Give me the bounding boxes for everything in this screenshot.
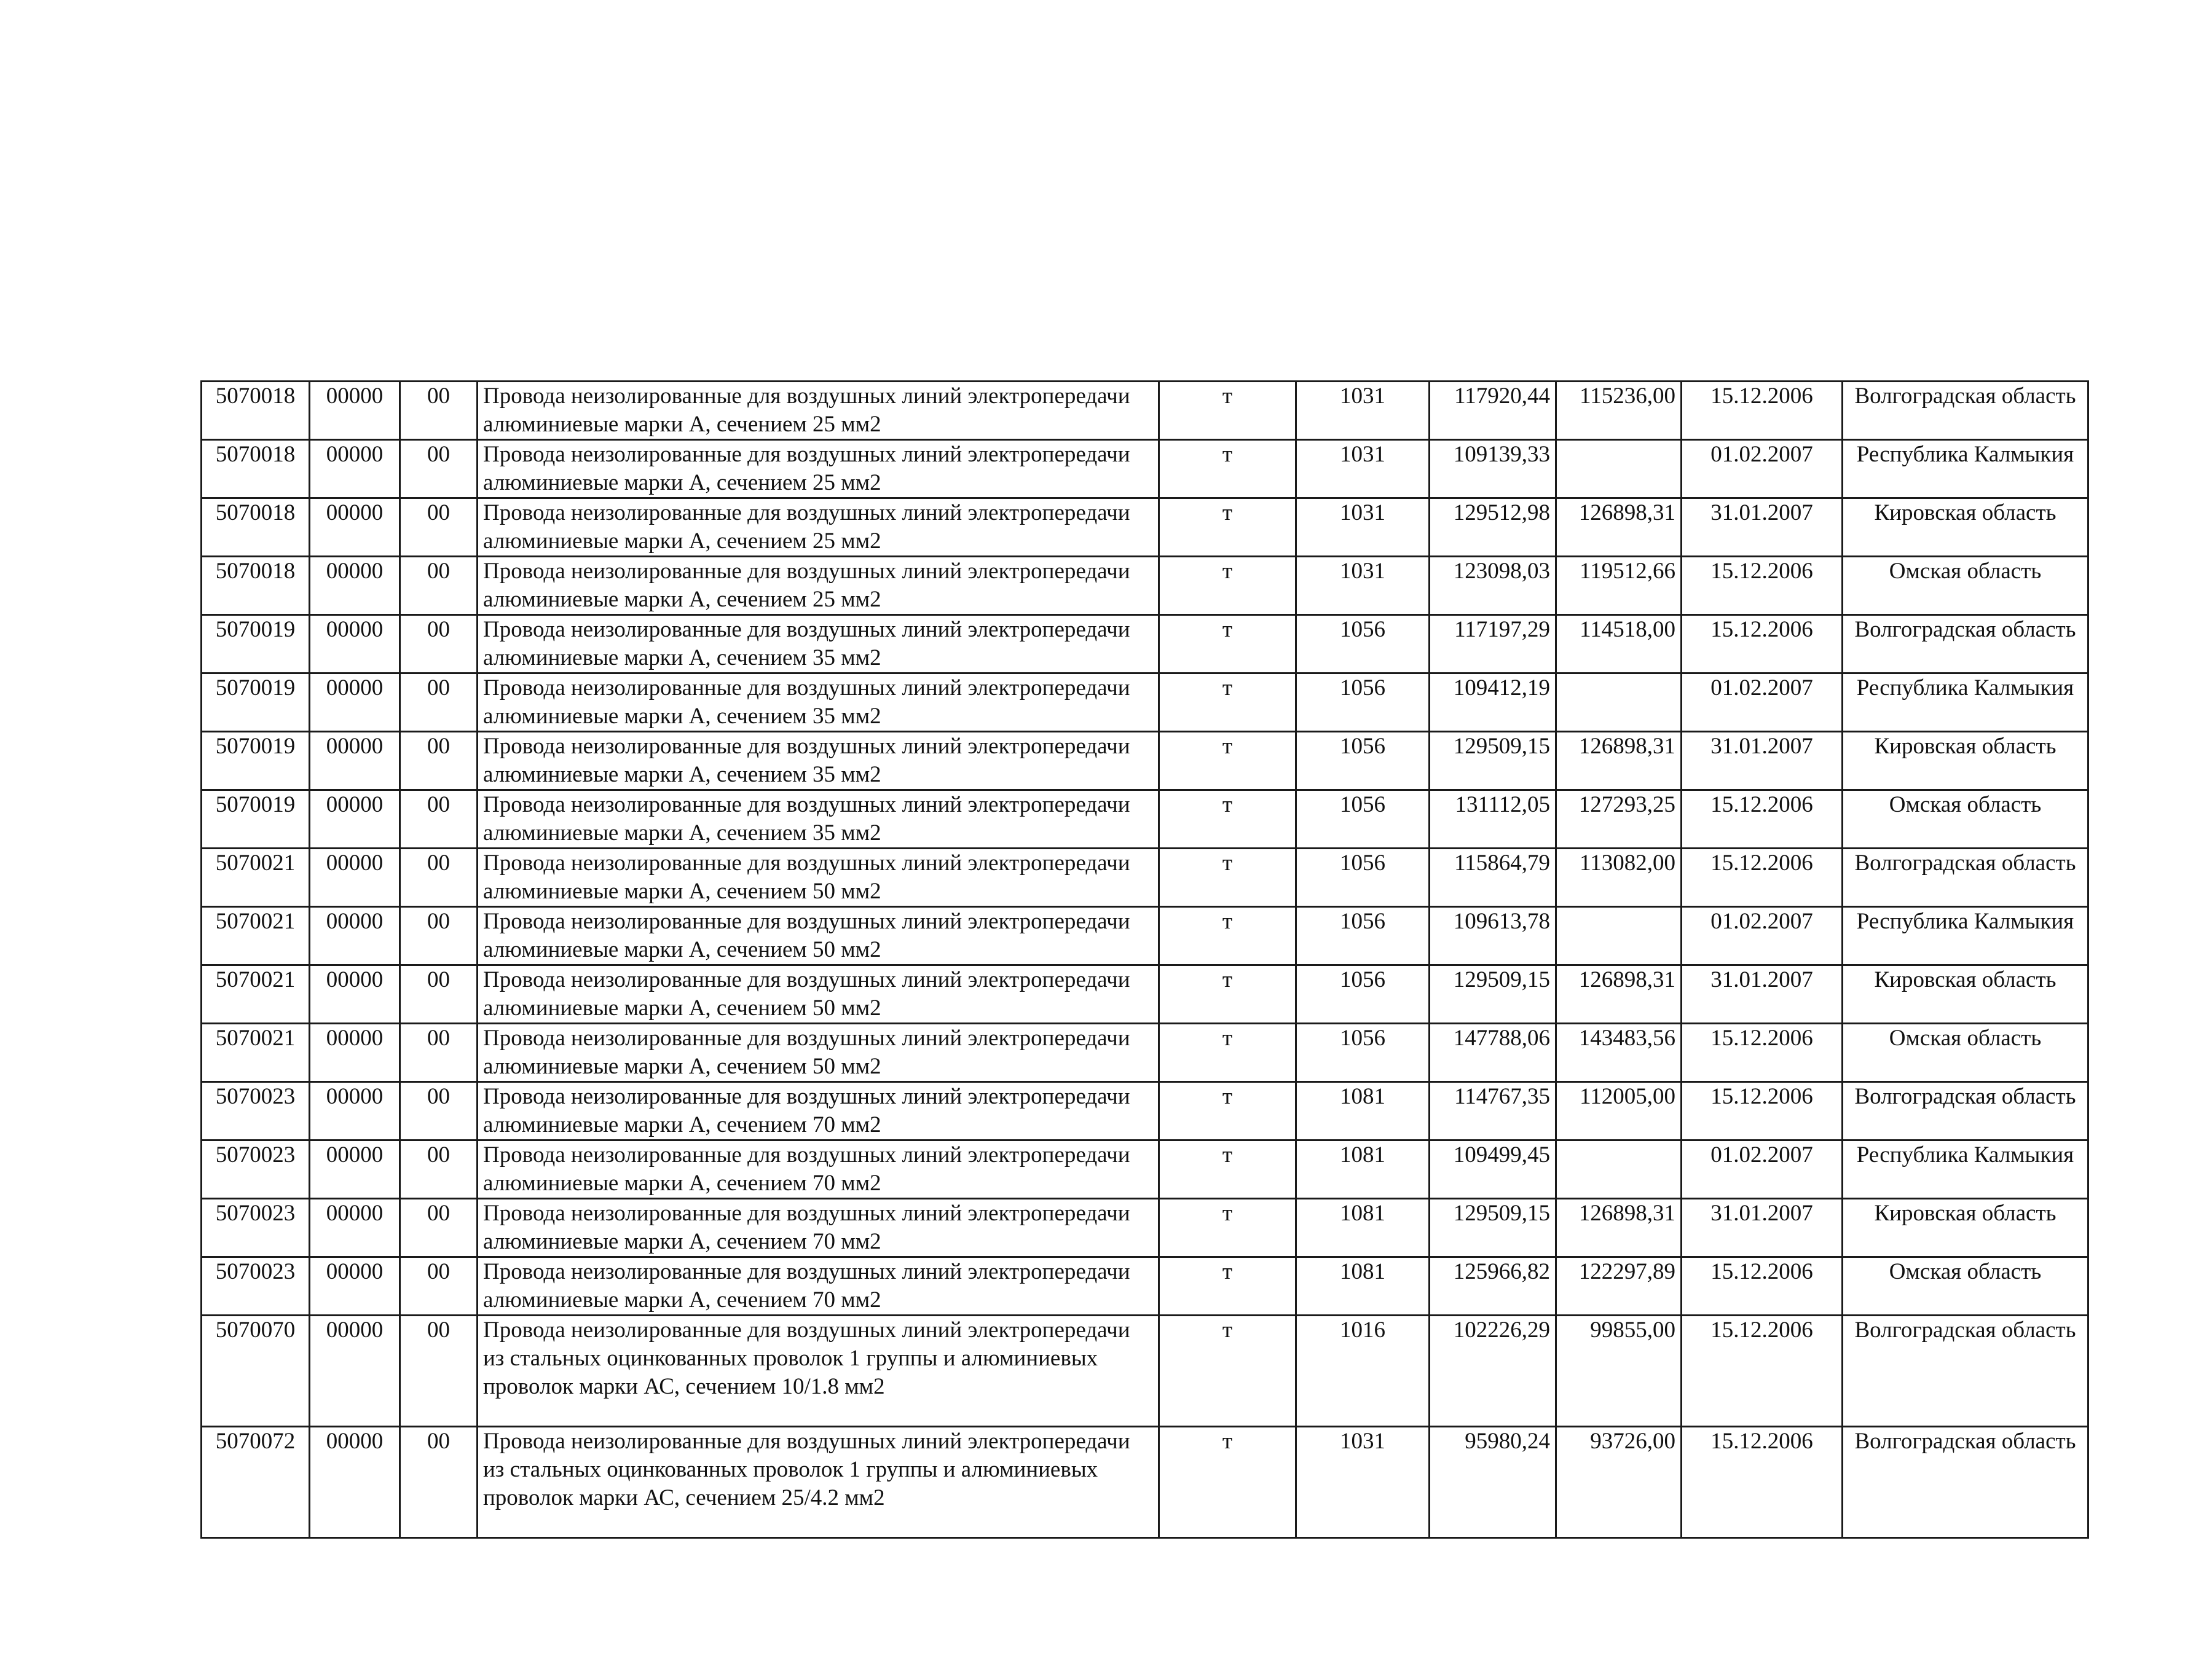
unit-cell: т: [1159, 1316, 1296, 1427]
region-cell: Омская область: [1843, 1024, 2088, 1082]
code-number-cell: 1031: [1296, 440, 1430, 498]
subcode-cell: 00000: [310, 440, 400, 498]
unit-cell: т: [1159, 382, 1296, 440]
table-row: [202, 557, 2088, 615]
description-cell: Провода неизолированные для воздушных линий электропередачи алюминиевые марки А, сечением 70 мм2: [478, 1140, 1159, 1199]
price-cell: 109412,19: [1430, 673, 1556, 732]
price-table: [200, 380, 2089, 1539]
unit-cell: т: [1159, 965, 1296, 1024]
price-cell: 117920,44: [1430, 382, 1556, 440]
description-cell: Провода неизолированные для воздушных линий электропередачи алюминиевые марки А, сечением 35 мм2: [478, 673, 1159, 732]
table-row: [202, 1427, 2088, 1538]
index-cell: 00: [400, 732, 478, 790]
price-secondary-cell: [1556, 907, 1682, 965]
description-cell: Провода неизолированные для воздушных линий электропередачи алюминиевые марки А, сечением 50 мм2: [478, 849, 1159, 907]
date-cell: 31.01.2007: [1682, 498, 1843, 557]
price-secondary-cell: [1556, 1140, 1682, 1199]
price-secondary-cell: [1556, 440, 1682, 498]
product-code-cell: 5070018: [202, 557, 310, 615]
price-cell: 109499,45: [1430, 1140, 1556, 1199]
price-cell: 129509,15: [1430, 732, 1556, 790]
index-cell: 00: [400, 615, 478, 673]
date-cell: 15.12.2006: [1682, 615, 1843, 673]
table-row: [202, 1082, 2088, 1140]
code-number-cell: 1056: [1296, 849, 1430, 907]
price-cell: 117197,29: [1430, 615, 1556, 673]
description-cell: Провода неизолированные для воздушных линий электропередачи алюминиевые марки А, сечением 25 мм2: [478, 557, 1159, 615]
index-cell: 00: [400, 1199, 478, 1257]
table-row: [202, 673, 2088, 732]
product-code-cell: 5070021: [202, 849, 310, 907]
table-body: [202, 382, 2088, 1538]
code-number-cell: 1031: [1296, 382, 1430, 440]
unit-cell: т: [1159, 790, 1296, 849]
unit-cell: т: [1159, 849, 1296, 907]
unit-cell: т: [1159, 1427, 1296, 1538]
subcode-cell: 00000: [310, 673, 400, 732]
product-code-cell: 5070070: [202, 1316, 310, 1427]
index-cell: 00: [400, 498, 478, 557]
date-cell: 15.12.2006: [1682, 1024, 1843, 1082]
price-cell: 115864,79: [1430, 849, 1556, 907]
code-number-cell: 1056: [1296, 732, 1430, 790]
index-cell: 00: [400, 1024, 478, 1082]
price-secondary-cell: 126898,31: [1556, 498, 1682, 557]
price-cell: 102226,29: [1430, 1316, 1556, 1427]
unit-cell: т: [1159, 1140, 1296, 1199]
description-cell: Провода неизолированные для воздушных линий электропередачи алюминиевые марки А, сечением 25 мм2: [478, 382, 1159, 440]
product-code-cell: 5070019: [202, 790, 310, 849]
index-cell: 00: [400, 673, 478, 732]
subcode-cell: 00000: [310, 849, 400, 907]
date-cell: 15.12.2006: [1682, 557, 1843, 615]
price-cell: 129509,15: [1430, 1199, 1556, 1257]
region-cell: Волгоградская область: [1843, 382, 2088, 440]
index-cell: 00: [400, 1427, 478, 1538]
index-cell: 00: [400, 790, 478, 849]
subcode-cell: 00000: [310, 732, 400, 790]
index-cell: 00: [400, 907, 478, 965]
region-cell: Республика Калмыкия: [1843, 440, 2088, 498]
date-cell: 15.12.2006: [1682, 1316, 1843, 1427]
description-cell: Провода неизолированные для воздушных линий электропередачи алюминиевые марки А, сечением 50 мм2: [478, 907, 1159, 965]
table-row: [202, 1140, 2088, 1199]
date-cell: 31.01.2007: [1682, 1199, 1843, 1257]
subcode-cell: 00000: [310, 1316, 400, 1427]
product-code-cell: 5070023: [202, 1082, 310, 1140]
index-cell: 00: [400, 1257, 478, 1316]
price-cell: 125966,82: [1430, 1257, 1556, 1316]
description-cell: Провода неизолированные для воздушных линий электропередачи алюминиевые марки А, сечением 35 мм2: [478, 732, 1159, 790]
region-cell: Республика Калмыкия: [1843, 1140, 2088, 1199]
price-secondary-cell: 143483,56: [1556, 1024, 1682, 1082]
product-code-cell: 5070023: [202, 1257, 310, 1316]
table-row: [202, 907, 2088, 965]
price-secondary-cell: 126898,31: [1556, 965, 1682, 1024]
code-number-cell: 1081: [1296, 1257, 1430, 1316]
code-number-cell: 1031: [1296, 498, 1430, 557]
price-cell: 131112,05: [1430, 790, 1556, 849]
date-cell: 31.01.2007: [1682, 965, 1843, 1024]
date-cell: 15.12.2006: [1682, 1082, 1843, 1140]
subcode-cell: 00000: [310, 1257, 400, 1316]
table-row: [202, 1199, 2088, 1257]
table-row: [202, 1024, 2088, 1082]
product-code-cell: 5070019: [202, 732, 310, 790]
price-secondary-cell: 126898,31: [1556, 732, 1682, 790]
product-code-cell: 5070023: [202, 1199, 310, 1257]
price-secondary-cell: 99855,00: [1556, 1316, 1682, 1427]
price-cell: 123098,03: [1430, 557, 1556, 615]
region-cell: Волгоградская область: [1843, 1082, 2088, 1140]
price-secondary-cell: 112005,00: [1556, 1082, 1682, 1140]
date-cell: 15.12.2006: [1682, 382, 1843, 440]
code-number-cell: 1081: [1296, 1140, 1430, 1199]
code-number-cell: 1056: [1296, 965, 1430, 1024]
description-cell: Провода неизолированные для воздушных линий электропередачи алюминиевые марки А, сечением 70 мм2: [478, 1257, 1159, 1316]
unit-cell: т: [1159, 673, 1296, 732]
table-row: [202, 498, 2088, 557]
price-cell: 147788,06: [1430, 1024, 1556, 1082]
region-cell: Омская область: [1843, 1257, 2088, 1316]
code-number-cell: 1031: [1296, 557, 1430, 615]
index-cell: 00: [400, 382, 478, 440]
product-code-cell: 5070019: [202, 673, 310, 732]
table-row: [202, 440, 2088, 498]
date-cell: 15.12.2006: [1682, 849, 1843, 907]
date-cell: 15.12.2006: [1682, 1257, 1843, 1316]
unit-cell: т: [1159, 1082, 1296, 1140]
unit-cell: т: [1159, 1024, 1296, 1082]
description-cell: Провода неизолированные для воздушных линий электропередачи из стальных оцинкованных проволок 1 группы и алюминиевых проволок марки АС, сечением 25/4.2 мм2: [478, 1427, 1159, 1538]
date-cell: 01.02.2007: [1682, 1140, 1843, 1199]
product-code-cell: 5070018: [202, 498, 310, 557]
region-cell: Кировская область: [1843, 498, 2088, 557]
product-code-cell: 5070021: [202, 965, 310, 1024]
unit-cell: т: [1159, 615, 1296, 673]
region-cell: Республика Калмыкия: [1843, 907, 2088, 965]
description-cell: Провода неизолированные для воздушных линий электропередачи алюминиевые марки А, сечением 25 мм2: [478, 498, 1159, 557]
index-cell: 00: [400, 965, 478, 1024]
index-cell: 00: [400, 1140, 478, 1199]
subcode-cell: 00000: [310, 1082, 400, 1140]
region-cell: Волгоградская область: [1843, 1316, 2088, 1427]
table-row: [202, 1316, 2088, 1427]
index-cell: 00: [400, 557, 478, 615]
table-row: [202, 732, 2088, 790]
subcode-cell: 00000: [310, 382, 400, 440]
subcode-cell: 00000: [310, 1024, 400, 1082]
description-cell: Провода неизолированные для воздушных линий электропередачи из стальных оцинкованных проволок 1 группы и алюминиевых проволок марки АС, сечением 10/1.8 мм2: [478, 1316, 1159, 1427]
product-code-cell: 5070072: [202, 1427, 310, 1538]
subcode-cell: 00000: [310, 498, 400, 557]
price-cell: 109139,33: [1430, 440, 1556, 498]
product-code-cell: 5070021: [202, 907, 310, 965]
date-cell: 01.02.2007: [1682, 673, 1843, 732]
product-code-cell: 5070019: [202, 615, 310, 673]
description-cell: Провода неизолированные для воздушных линий электропередачи алюминиевые марки А, сечением 35 мм2: [478, 790, 1159, 849]
description-cell: Провода неизолированные для воздушных линий электропередачи алюминиевые марки А, сечением 70 мм2: [478, 1082, 1159, 1140]
price-secondary-cell: 119512,66: [1556, 557, 1682, 615]
code-number-cell: 1081: [1296, 1082, 1430, 1140]
subcode-cell: 00000: [310, 557, 400, 615]
index-cell: 00: [400, 849, 478, 907]
code-number-cell: 1081: [1296, 1199, 1430, 1257]
unit-cell: т: [1159, 1199, 1296, 1257]
description-cell: Провода неизолированные для воздушных линий электропередачи алюминиевые марки А, сечением 50 мм2: [478, 1024, 1159, 1082]
unit-cell: т: [1159, 907, 1296, 965]
price-secondary-cell: [1556, 673, 1682, 732]
region-cell: Омская область: [1843, 790, 2088, 849]
table-row: [202, 790, 2088, 849]
price-secondary-cell: 122297,89: [1556, 1257, 1682, 1316]
description-cell: Провода неизолированные для воздушных линий электропередачи алюминиевые марки А, сечением 25 мм2: [478, 440, 1159, 498]
price-cell: 129512,98: [1430, 498, 1556, 557]
price-cell: 95980,24: [1430, 1427, 1556, 1538]
table-row: [202, 849, 2088, 907]
subcode-cell: 00000: [310, 790, 400, 849]
table-row: [202, 382, 2088, 440]
code-number-cell: 1056: [1296, 907, 1430, 965]
unit-cell: т: [1159, 732, 1296, 790]
price-secondary-cell: 114518,00: [1556, 615, 1682, 673]
description-cell: Провода неизолированные для воздушных линий электропередачи алюминиевые марки А, сечением 50 мм2: [478, 965, 1159, 1024]
product-code-cell: 5070018: [202, 440, 310, 498]
product-code-cell: 5070021: [202, 1024, 310, 1082]
price-secondary-cell: 115236,00: [1556, 382, 1682, 440]
index-cell: 00: [400, 440, 478, 498]
region-cell: Волгоградская область: [1843, 1427, 2088, 1538]
unit-cell: т: [1159, 1257, 1296, 1316]
subcode-cell: 00000: [310, 1140, 400, 1199]
date-cell: 31.01.2007: [1682, 732, 1843, 790]
price-cell: 109613,78: [1430, 907, 1556, 965]
region-cell: Волгоградская область: [1843, 849, 2088, 907]
subcode-cell: 00000: [310, 1199, 400, 1257]
index-cell: 00: [400, 1316, 478, 1427]
region-cell: Кировская область: [1843, 1199, 2088, 1257]
price-secondary-cell: 127293,25: [1556, 790, 1682, 849]
region-cell: Республика Калмыкия: [1843, 673, 2088, 732]
region-cell: Волгоградская область: [1843, 615, 2088, 673]
subcode-cell: 00000: [310, 907, 400, 965]
description-cell: Провода неизолированные для воздушных линий электропередачи алюминиевые марки А, сечением 70 мм2: [478, 1199, 1159, 1257]
code-number-cell: 1056: [1296, 1024, 1430, 1082]
table-row: [202, 965, 2088, 1024]
description-cell: Провода неизолированные для воздушных линий электропередачи алюминиевые марки А, сечением 35 мм2: [478, 615, 1159, 673]
unit-cell: т: [1159, 440, 1296, 498]
date-cell: 01.02.2007: [1682, 907, 1843, 965]
date-cell: 15.12.2006: [1682, 1427, 1843, 1538]
subcode-cell: 00000: [310, 965, 400, 1024]
product-code-cell: 5070023: [202, 1140, 310, 1199]
code-number-cell: 1031: [1296, 1427, 1430, 1538]
price-secondary-cell: 126898,31: [1556, 1199, 1682, 1257]
code-number-cell: 1056: [1296, 673, 1430, 732]
code-number-cell: 1056: [1296, 790, 1430, 849]
subcode-cell: 00000: [310, 1427, 400, 1538]
price-secondary-cell: 93726,00: [1556, 1427, 1682, 1538]
region-cell: Кировская область: [1843, 965, 2088, 1024]
unit-cell: т: [1159, 498, 1296, 557]
code-number-cell: 1056: [1296, 615, 1430, 673]
code-number-cell: 1016: [1296, 1316, 1430, 1427]
region-cell: Омская область: [1843, 557, 2088, 615]
price-cell: 114767,35: [1430, 1082, 1556, 1140]
subcode-cell: 00000: [310, 615, 400, 673]
region-cell: Кировская область: [1843, 732, 2088, 790]
unit-cell: т: [1159, 557, 1296, 615]
product-code-cell: 5070018: [202, 382, 310, 440]
index-cell: 00: [400, 1082, 478, 1140]
table-row: [202, 615, 2088, 673]
table-row: [202, 1257, 2088, 1316]
price-secondary-cell: 113082,00: [1556, 849, 1682, 907]
price-cell: 129509,15: [1430, 965, 1556, 1024]
date-cell: 01.02.2007: [1682, 440, 1843, 498]
date-cell: 15.12.2006: [1682, 790, 1843, 849]
